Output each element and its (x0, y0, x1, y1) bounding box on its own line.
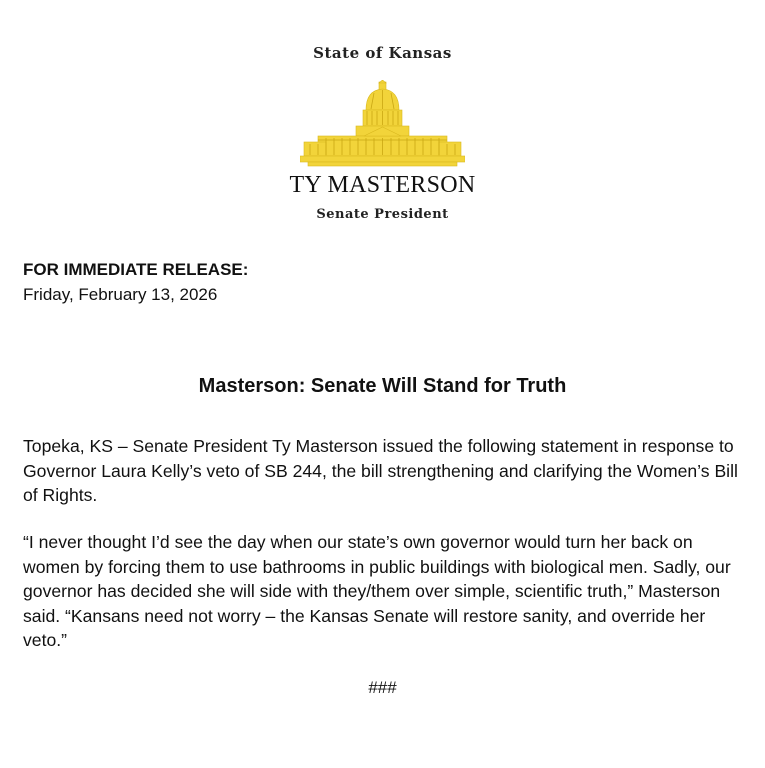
letterhead-name: TY MASTERSON (289, 172, 476, 198)
capitol-building-icon (300, 80, 465, 168)
letterhead-state: State of Kansas (313, 44, 452, 62)
headline: Masterson: Senate Will Stand for Truth (198, 375, 567, 397)
release-label: FOR IMMEDIATE RELEASE: (23, 260, 249, 279)
body-paragraph-1: Topeka, KS – Senate President Ty Masterson issued the following statement in response to Governor Laura Kelly’s veto of SB 244, the bill strengthening and clarifying the Women’s Bill of Rights. (23, 436, 738, 505)
end-mark: ### (368, 678, 397, 697)
letterhead-title: Senate President (316, 207, 449, 222)
release-date: Friday, February 13, 2026 (23, 285, 218, 304)
body-paragraph-2: “I never thought I’d see the day when our state’s own governor would turn her back on women by forcing them to use bathrooms in public buildings with biological men. Sadly, our governor has decided she will side with they/them over simple, scientific truth,” Masterson said. “Kansans need not worry – the Kansas Senate will restore sanity, and override her veto.” (23, 532, 731, 650)
